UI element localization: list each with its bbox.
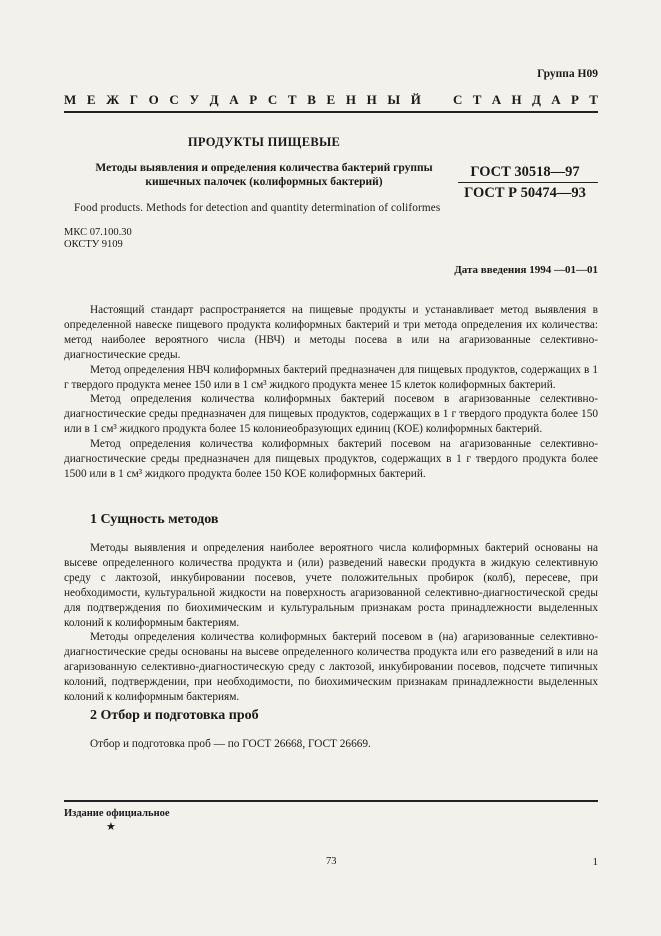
banner-letter: С <box>169 92 179 107</box>
banner-word-standard <box>453 92 598 108</box>
page-number: 73 <box>326 856 337 867</box>
section-paragraph: Отбор и подготовка проб — по ГОСТ 26668, ГОСТ 26669. <box>90 738 371 750</box>
banner-letter: Т <box>589 92 598 107</box>
banner-letter: Н <box>345 92 356 107</box>
banner-letter: Ы <box>387 92 401 107</box>
gost-number-primary: ГОСТ 30518—97 <box>470 164 580 180</box>
banner-letter: У <box>189 92 199 107</box>
banner-letter: А <box>229 92 239 107</box>
publication-note: Издание официальное <box>64 808 170 819</box>
footer-rule <box>64 800 598 802</box>
intro-paragraph: Настоящий стандарт распространяется на пищевые продукты и устанавливает метод выявления в определенной навеске пищевого продукта колиформных бактерий и три метода определения их количества: метод наиболее вероятного числа (НВЧ) и методы посева в или на агаризованные селективно-диагностические среды. <box>64 304 598 361</box>
banner-letter: С <box>453 92 463 107</box>
banner-letter: Д <box>531 92 541 107</box>
banner-letter: А <box>551 92 561 107</box>
star-icon: ★ <box>106 821 116 833</box>
section-paragraph: Методы выявления и определения наиболее вероятного числа колиформных бактерий основаны на высеве определенного количества продукта и (или) разведений навески продукта в жидкую селективную среду с лактозой, инкубировании посевов, учете положительных пробирок (колб), пересеве, при необходимости, культуральной жидкости на поверхность агаризованной селективно-диагностической среды для подтверждения по биохимическим и культуральным признакам роста принадлежности выделенных колоний к колиформным бактериям. <box>64 542 598 629</box>
intro-paragraph: Метод определения количества колиформных бактерий посевом в агаризованные селективно-диагностические среды предназначен для пищевых продуктов, содержащих в 1 г твердого продукта более 150 или в 1 см³ жидкого продукта более 15 колониеобразующих единиц (КОЕ) колиформных бактерий. <box>64 393 598 436</box>
banner-letter: Е <box>326 92 336 107</box>
section-paragraph: Методы определения количества колиформных бактерий посевом в (на) агаризованные селективно-диагностические среды основаны на высеве определенного количества продукта или его разведений в или на агаризованную селективно-диагностическую среду с лактозой, инкубировании посевов, подсчете типичных колоний, подтверждении, при необходимости, по биохимическим признакам принадлежности выделенных колоний к колиформным бактериям. <box>64 631 598 704</box>
english-title: Food products. Methods for detection and quantity determination of coliformes <box>74 202 441 214</box>
banner-letter: Й <box>410 92 421 107</box>
section-heading: 1 Сущность методов <box>90 512 219 527</box>
section-1-text <box>64 541 598 705</box>
banner-letter: О <box>148 92 159 107</box>
section-2-text <box>64 737 598 752</box>
sheet-number: 1 <box>592 856 598 868</box>
subtitle-line: кишечных палочек (колиформных бактерий) <box>145 176 383 188</box>
standard-banner <box>64 92 598 108</box>
banner-letter: Н <box>366 92 377 107</box>
okstu-code: ОКСТУ 9109 <box>64 239 123 250</box>
header-rule <box>64 111 598 113</box>
banner-letter: Д <box>209 92 219 107</box>
banner-letter: Ж <box>106 92 120 107</box>
gost-number-secondary: ГОСТ Р 50474—93 <box>464 185 586 201</box>
banner-letter: М <box>64 92 77 107</box>
banner-word-interstate <box>64 92 421 108</box>
introduction-date: Дата введения 1994 —01—01 <box>454 264 598 276</box>
section-heading: 2 Отбор и подготовка проб <box>90 708 259 723</box>
banner-letter: Н <box>511 92 522 107</box>
mks-code: МКС 07.100.30 <box>64 227 132 238</box>
banner-letter: Р <box>570 92 579 107</box>
intro-paragraph: Метод определения НВЧ колиформных бактерий предназначен для пищевых продуктов, содержащих в 1 г твердого продукта менее 150 или в 1 см³ жидкого продукта менее 15 клеток колиформных бактерий. <box>64 363 598 391</box>
banner-letter: Т <box>287 92 297 107</box>
document-title: ПРОДУКТЫ ПИЩЕВЫЕ <box>187 135 341 149</box>
gost-divider <box>458 182 598 183</box>
banner-letter: В <box>307 92 316 107</box>
banner-letter: Е <box>86 92 96 107</box>
classification-codes <box>64 227 132 251</box>
banner-letter: Т <box>472 92 482 107</box>
banner-letter: С <box>267 92 278 107</box>
document-subtitle <box>64 161 464 189</box>
banner-letter: Р <box>249 92 258 107</box>
subtitle-line: Методы выявления и определения количества бактерий группы <box>95 162 433 174</box>
group-label: Группа Н09 <box>537 68 598 80</box>
intro-paragraph: Метод определения количества колиформных бактерий посевом на агаризованные селективно-диагностические среды предназначен для пищевых продуктов, содержащих в 1 г твердого продукта более 1500 или в 1 см³ жидкого продукта более 150 КОЕ колиформных бактерий. <box>64 438 598 480</box>
banner-letter: Г <box>129 92 139 107</box>
banner-letter: А <box>491 92 502 107</box>
intro-text <box>64 303 598 482</box>
